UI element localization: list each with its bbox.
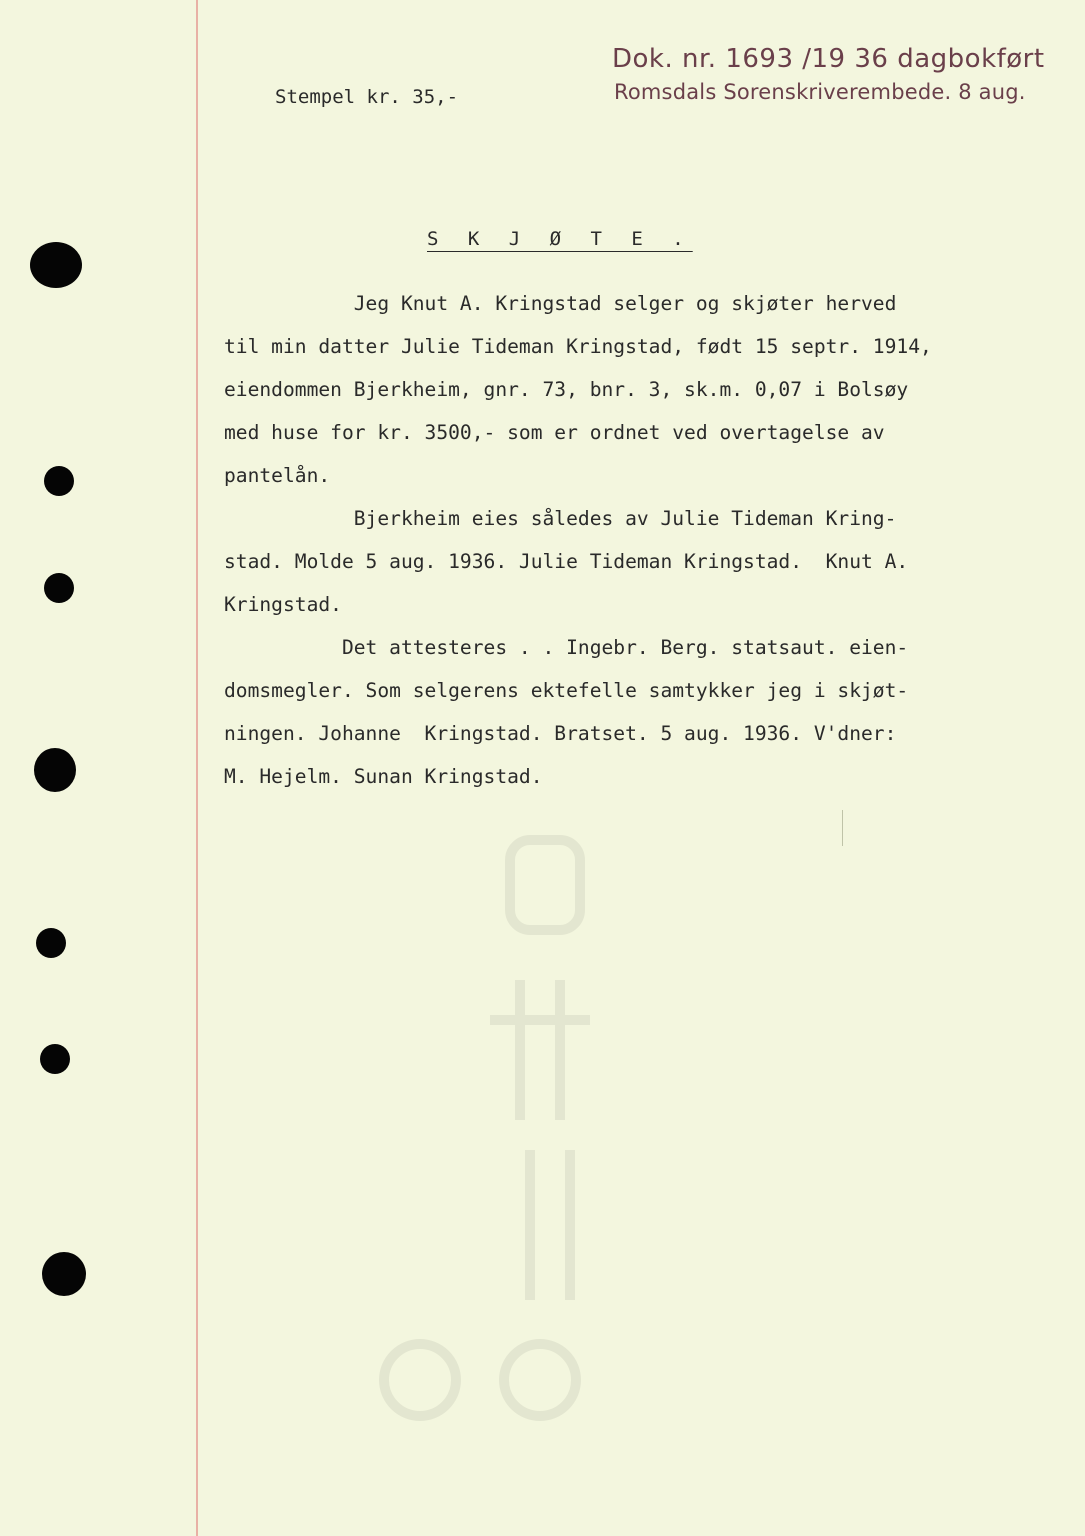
punch-hole-5 xyxy=(36,928,66,958)
punch-hole-6 xyxy=(40,1044,70,1074)
body-line-12: M. Hejelm. Sunan Kringstad. xyxy=(224,765,543,788)
punch-hole-4 xyxy=(34,748,76,792)
body-line-7: stad. Molde 5 aug. 1936. Julie Tideman Kringstad. Knut A. xyxy=(224,550,909,573)
punch-hole-2 xyxy=(44,466,74,496)
registration-stamp-line-2: Romsdals Sorenskriverembede. 8 aug. xyxy=(614,80,1026,104)
punch-hole-3 xyxy=(44,573,74,603)
body-line-1: Jeg Knut A. Kringstad selger og skjøter herved xyxy=(224,292,897,315)
body-line-3: eiendommen Bjerkheim, gnr. 73, bnr. 3, sk.m. 0,07 i Bolsøy xyxy=(224,378,909,401)
body-line-8: Kringstad. xyxy=(224,593,342,616)
faint-mark xyxy=(842,810,843,846)
body-line-9: Det attesteres . . Ingebr. Berg. statsaut. eien- xyxy=(224,636,909,659)
body-line-6: Bjerkheim eies således av Julie Tideman Kring- xyxy=(224,507,897,530)
stamp-duty-note: Stempel kr. 35,- xyxy=(275,86,459,108)
body-line-11: ningen. Johanne Kringstad. Bratset. 5 aug. 1936. V'dner: xyxy=(224,722,897,745)
body-line-2: til min datter Julie Tideman Kringstad, født 15 septr. 1914, xyxy=(224,335,932,358)
body-line-4: med huse for kr. 3500,- som er ordnet ved overtagelse av xyxy=(224,421,885,444)
show-through-watermark xyxy=(340,820,660,1440)
red-margin-line xyxy=(196,0,198,1536)
document-heading: S K J Ø T E . xyxy=(427,228,693,250)
punch-hole-1 xyxy=(30,242,82,288)
registration-stamp-line-1: Dok. nr. 1693 /19 36 dagbokført xyxy=(612,44,1045,74)
body-line-10: domsmegler. Som selgerens ektefelle samtykker jeg i skjøt- xyxy=(224,679,909,702)
punch-hole-7 xyxy=(42,1252,86,1296)
body-line-5: pantelån. xyxy=(224,464,331,487)
